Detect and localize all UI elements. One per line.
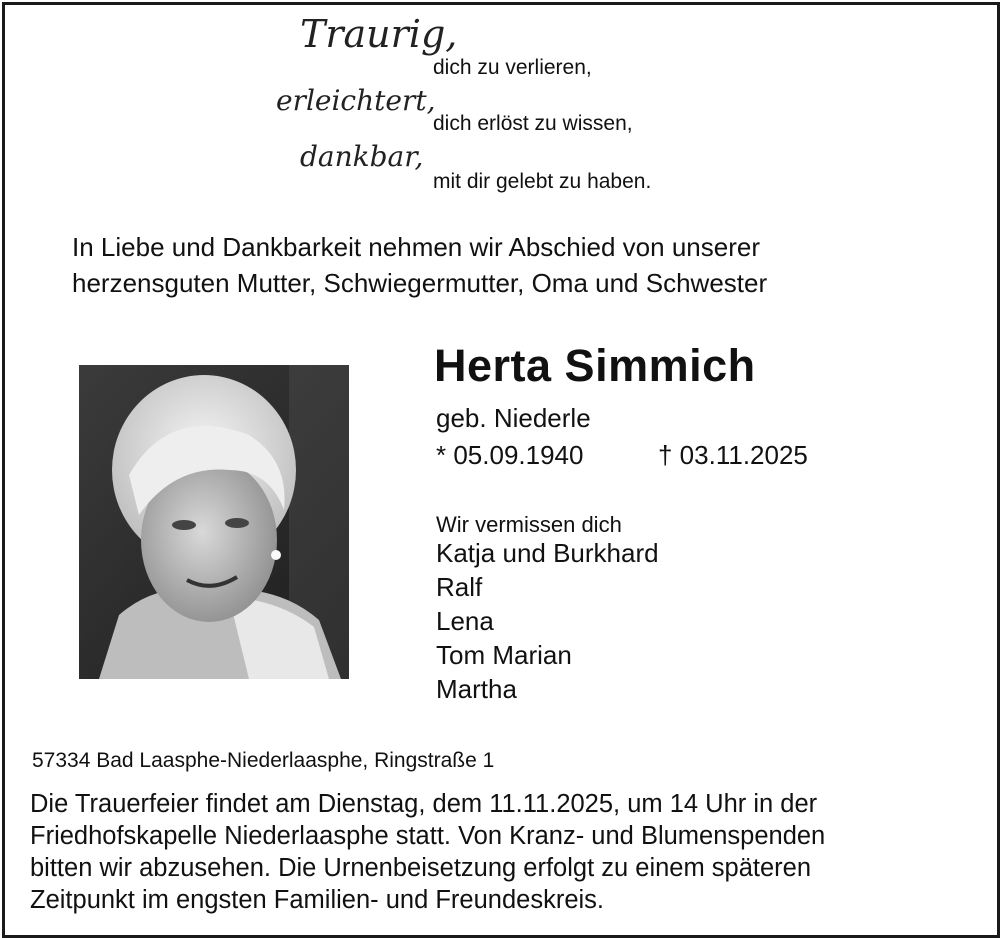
ceremony-line-1: Die Trauerfeier findet am Dienstag, dem 11.11.2025, um 14 Uhr in der xyxy=(30,790,818,818)
ceremony-line-2: Friedhofskapelle Niederlaasphe statt. Von Kranz- und Blumenspenden xyxy=(30,822,826,850)
intro-line-1: In Liebe und Dankbarkeit nehmen wir Abschied von unserer xyxy=(72,232,760,262)
ceremony-line-3: bitten wir abzusehen. Die Urnenbeisetzung erfolgt zu einem späteren xyxy=(30,854,812,882)
mourner-name: Ralf xyxy=(436,572,483,602)
deceased-name: Herta Simmich xyxy=(434,340,756,391)
intro-line-2: herzensguten Mutter, Schwiegermutter, Oma und Schwester xyxy=(72,268,768,298)
poem-line-2: dich erlöst zu wissen, xyxy=(433,112,633,135)
death-date: † 03.11.2025 xyxy=(658,440,808,470)
poem-line-3: mit dir gelebt zu haben. xyxy=(433,170,652,193)
mourner-name: Lena xyxy=(436,606,494,636)
ceremony-line-4: Zeitpunkt im engsten Familien- und Freundeskreis. xyxy=(30,886,605,914)
mourners-intro: Wir vermissen dich xyxy=(436,512,622,537)
poem-script-word-2: erleichtert, xyxy=(276,84,436,117)
birth-date: * 05.09.1940 xyxy=(436,440,584,470)
poem-script-word-1: Traurig, xyxy=(300,12,458,56)
ceremony-text xyxy=(30,788,825,916)
birth-name: geb. Niederle xyxy=(436,403,591,433)
mourner-name: Tom Marian xyxy=(436,640,572,670)
family-address: 57334 Bad Laasphe-Niederlaasphe, Ringstraße 1 xyxy=(32,749,495,772)
mourners-list xyxy=(436,536,659,706)
poem-script-word-3: dankbar, xyxy=(300,140,424,173)
mourner-name: Martha xyxy=(436,674,517,704)
portrait-photo xyxy=(79,365,349,679)
mourner-name: Katja und Burkhard xyxy=(436,538,659,568)
poem-line-1: dich zu verlieren, xyxy=(433,56,592,79)
